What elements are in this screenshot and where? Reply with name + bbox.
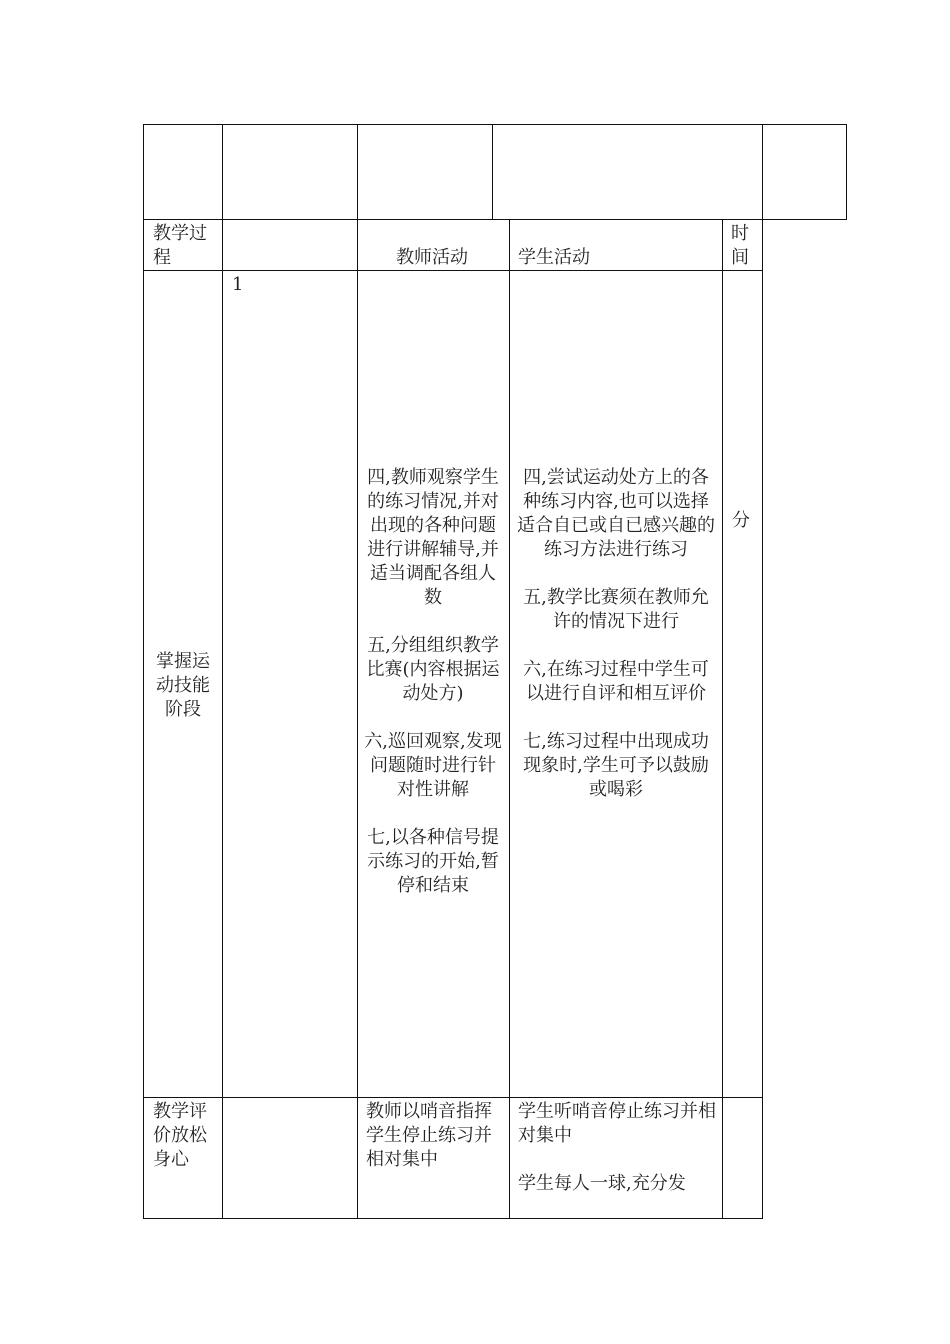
- student-step-6: 六,在练习过程中学生可以进行自评和相互评价: [523, 659, 709, 704]
- stage1-teacher-activities: [364, 466, 502, 898]
- teacher-step-4: 四,教师观察学生的练习情况,并对出现的各种问题进行讲解辅导,并适当调配各组人数: [367, 467, 499, 608]
- rule: [222, 124, 223, 1219]
- process-header: 教学过程: [153, 223, 207, 268]
- stage2-student-activities: [518, 1100, 718, 1196]
- rule: [846, 124, 847, 220]
- rule: [143, 1218, 763, 1219]
- rule: [143, 124, 847, 125]
- rule: [143, 219, 847, 220]
- rule: [492, 124, 493, 219]
- time-header: 时间: [731, 223, 749, 268]
- teacher-step-6: 六,巡回观察,发现问题随时进行针对性讲解: [364, 731, 502, 800]
- rule: [762, 124, 763, 1219]
- stage2-teacher-activity: 教师以哨音指挥学生停止练习并相对集中: [366, 1101, 492, 1170]
- rule: [143, 270, 763, 271]
- rule: [357, 124, 358, 1219]
- rule: [143, 1097, 763, 1098]
- student-step-5: 五,教学比赛须在教师允许的情况下进行: [523, 587, 709, 632]
- rule: [143, 124, 144, 1219]
- rule: [722, 219, 723, 1219]
- student-step-7: 七,练习过程中出现成功现象时,学生可予以鼓励或喝彩: [523, 731, 709, 800]
- teacher-step-5: 五,分组组织教学比赛(内容根据运动处方): [366, 635, 500, 704]
- student-step-b: 学生每人一球,充分发: [518, 1173, 686, 1194]
- stage1-time: 分: [732, 510, 750, 531]
- student-step-a: 学生听哨音停止练习并相对集中: [518, 1101, 716, 1146]
- student-step-4: 四,尝试运动处方上的各种练习内容,也可以选择适合自已或自已感兴趣的练习方法进行练习: [517, 467, 715, 560]
- stage1-name: 掌握运动技能阶段: [156, 651, 210, 720]
- rule: [509, 219, 510, 1219]
- student-activity-header: 学生活动: [518, 247, 590, 268]
- stage2-name: 教学评价放松身心: [153, 1101, 207, 1170]
- teacher-activity-header: 教师活动: [396, 247, 468, 268]
- stage1-student-activities: [516, 466, 716, 802]
- stage1-index: 1: [232, 274, 244, 295]
- teacher-step-7: 七,以各种信号提示练习的开始,暂停和结束: [367, 827, 499, 896]
